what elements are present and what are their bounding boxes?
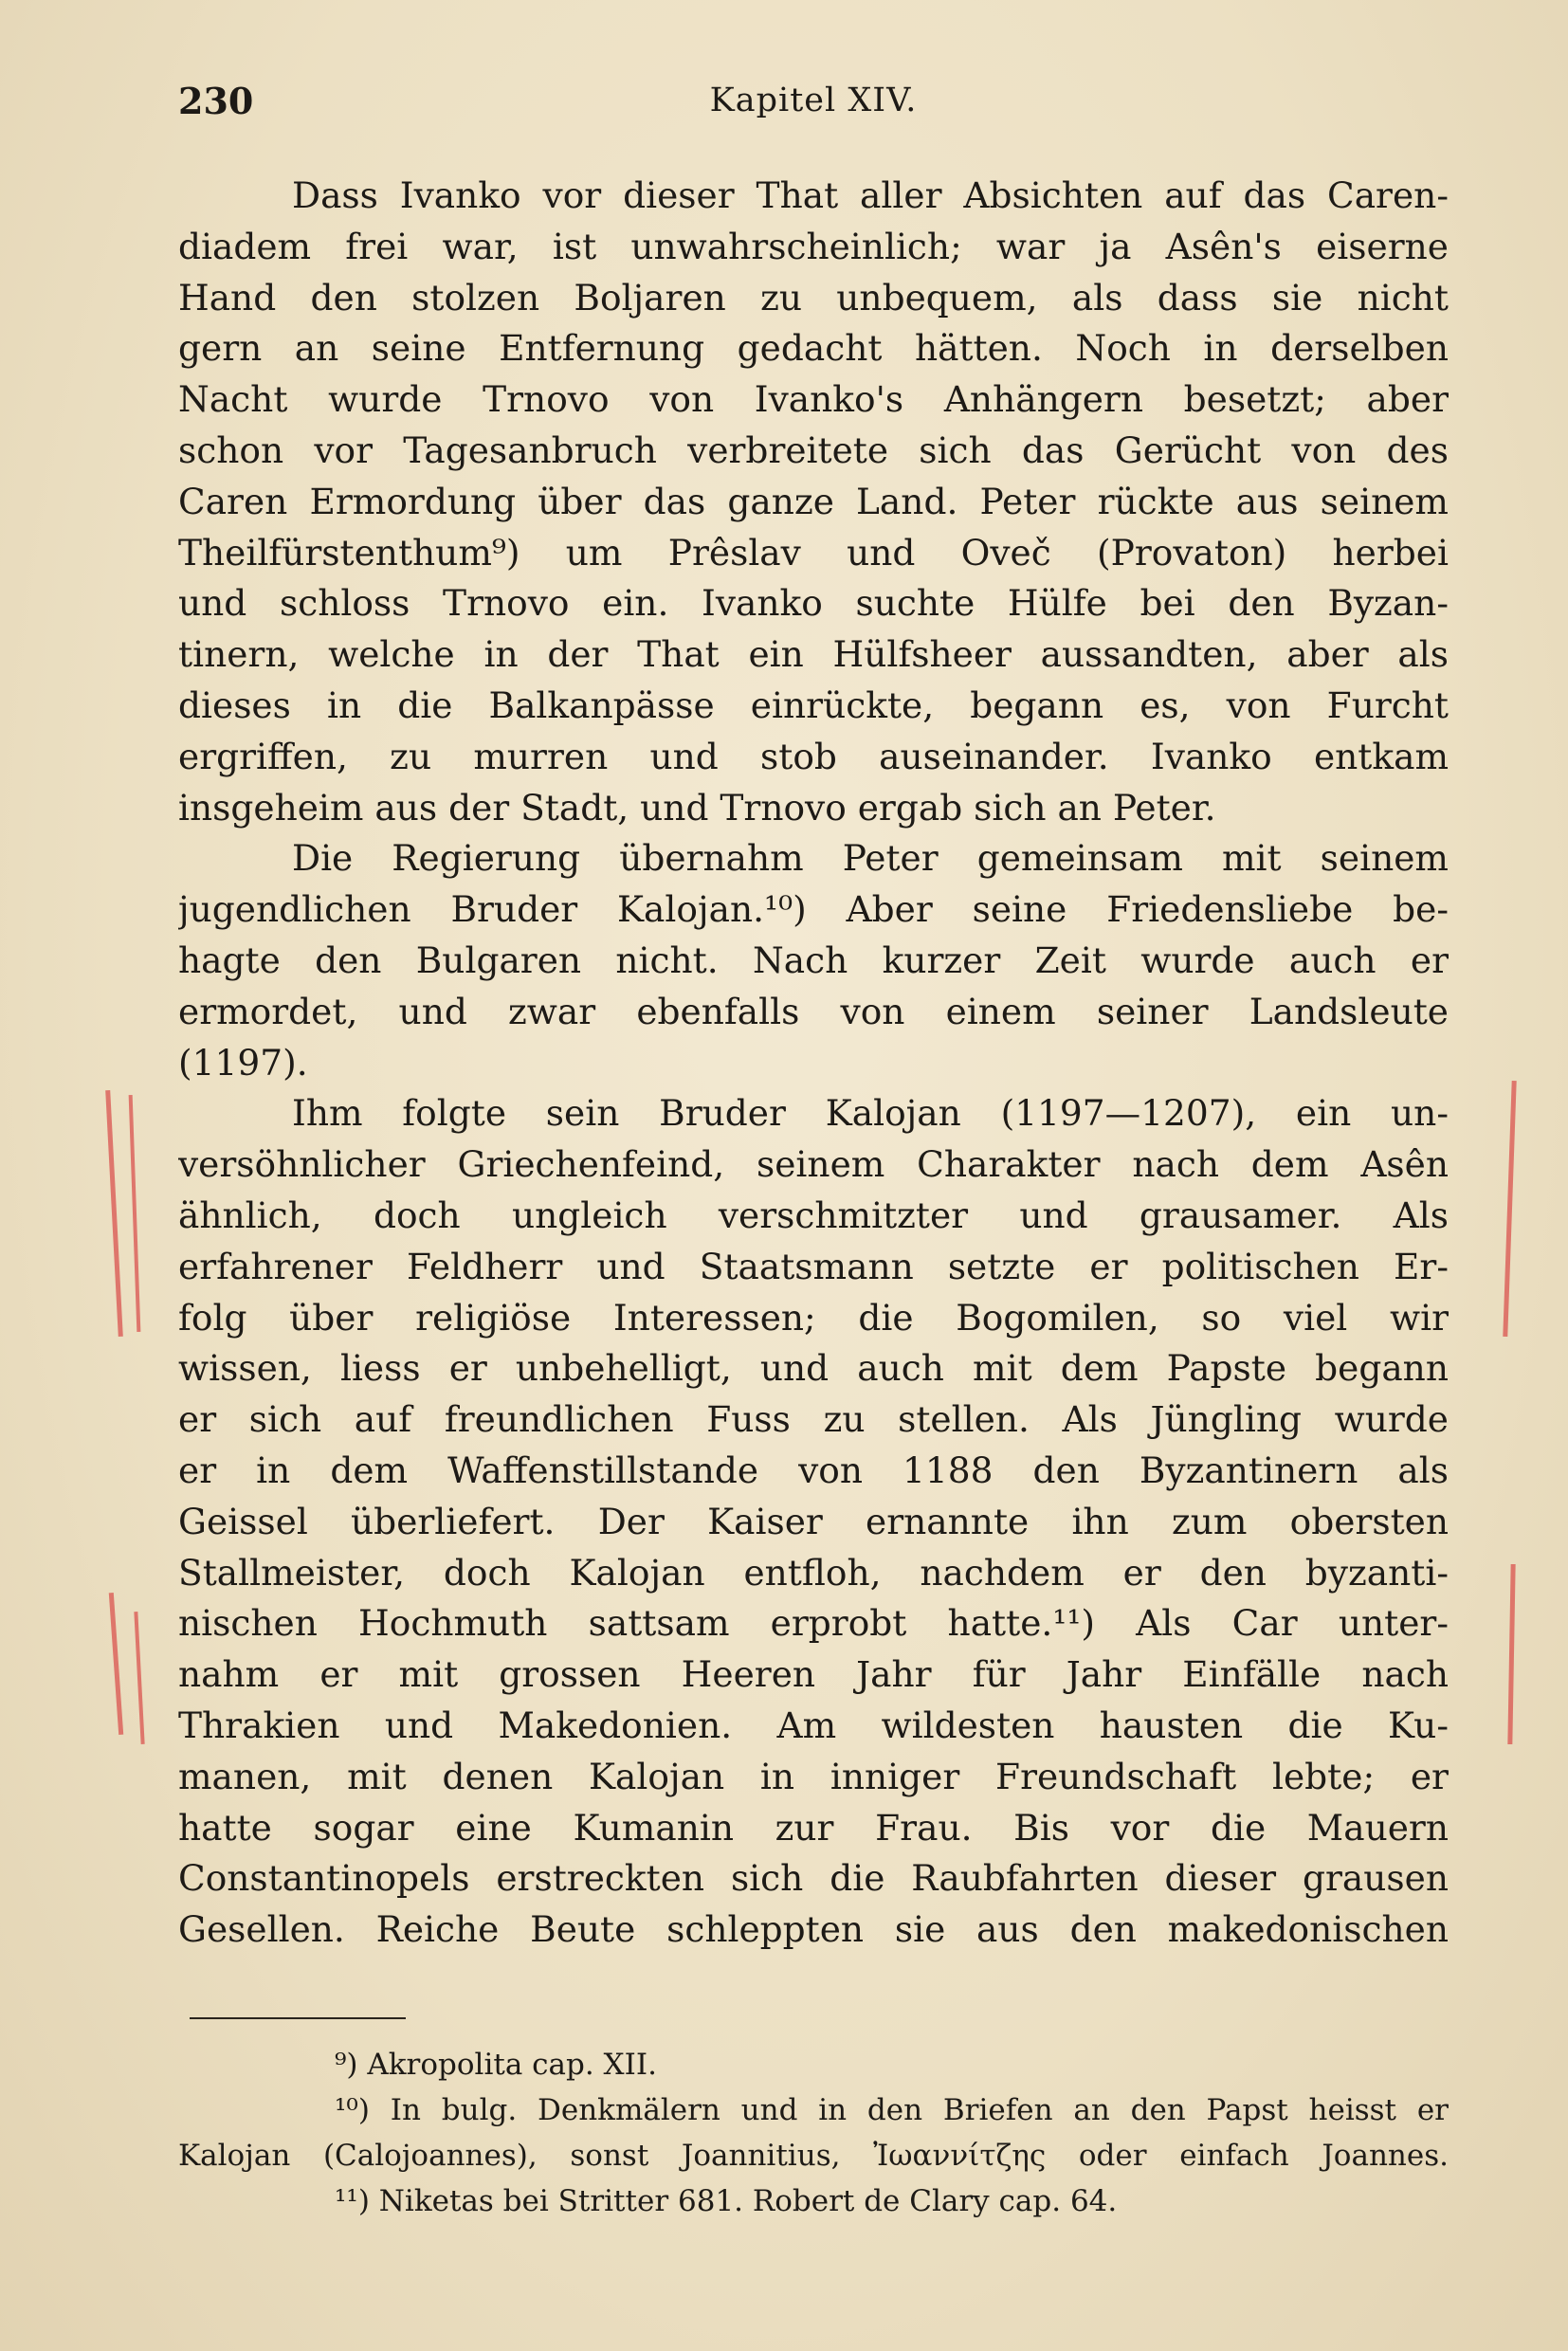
text-line: dieses in die Balkanpässe einrückte, begann es, von Furcht <box>178 683 1449 726</box>
body-text <box>178 171 1449 1956</box>
text-line: Stallmeister, doch Kalojan entfloh, nachdem er den byzanti- <box>178 1551 1449 1594</box>
text-line: Caren Ermordung über das ganze Land. Peter rückte aus seinem <box>178 480 1449 522</box>
text-line: ergriffen, zu murren und stob auseinander. Ivanko entkam <box>178 735 1449 777</box>
text-line: und schloss Trnovo ein. Ivanko suchte Hülfe bei den Byzan- <box>178 582 1449 625</box>
margin-mark <box>1507 1564 1515 1744</box>
margin-mark <box>109 1593 123 1735</box>
text-line: tinern, welche in der That ein Hülfsheer aussandten, aber als <box>178 633 1449 676</box>
text-line: hagte den Bulgaren nicht. Nach kurzer Zeit wurde auch er <box>178 939 1449 981</box>
text-line: erfahrener Feldherr und Staatsmann setzte er politischen Er- <box>178 1245 1449 1287</box>
text-line: Geissel überliefert. Der Kaiser ernannte ihn zum obersten <box>178 1500 1449 1542</box>
margin-mark <box>129 1095 141 1332</box>
text-line: insgeheim aus der Stadt, und Trnovo ergab sich an Peter. <box>178 786 1216 829</box>
text-line: ähnlich, doch ungleich verschmitzter und grausamer. Als <box>178 1194 1449 1236</box>
footnote: ⁹) Akropolita cap. XII. <box>335 2048 657 2082</box>
text-line: schon vor Tagesanbruch verbreitete sich das Gerücht von des <box>178 428 1449 471</box>
text-line: wissen, liess er unbehelligt, und auch mit dem Papste begann <box>178 1347 1449 1390</box>
paragraph <box>178 833 1449 1088</box>
text-line: Hand den stolzen Boljaren zu unbequem, als dass sie nicht <box>178 276 1449 319</box>
text-line: versöhnlicher Griechenfeind, seinem Charakter nach dem Asên <box>178 1143 1449 1186</box>
text-line: Ihm folgte sein Bruder Kalojan (1197—1207), ein un- <box>292 1092 1449 1135</box>
page-number: 230 <box>178 80 254 122</box>
text-line: Nacht wurde Trnovo von Ivanko's Anhängern besetzt; aber <box>178 378 1449 421</box>
text-line: er in dem Waffenstillstande von 1188 den Byzantinern als <box>178 1449 1449 1491</box>
text-line: er sich auf freundlichen Fuss zu stellen. Als Jüngling wurde <box>178 1398 1449 1441</box>
text-line: Constantinopels erstreckten sich die Raubfahrten dieser grausen <box>178 1857 1449 1900</box>
text-line: Die Regierung übernahm Peter gemeinsam mit seinem <box>292 837 1449 880</box>
footnote-rule <box>190 2017 406 2019</box>
margin-mark <box>105 1090 123 1337</box>
text-line: Gesellen. Reiche Beute schleppten sie aus den makedonischen <box>178 1908 1449 1951</box>
text-line: (1197). <box>178 1041 308 1084</box>
text-line: diadem frei war, ist unwahrscheinlich; war ja Asên's eiserne <box>178 225 1449 267</box>
text-line: ermordet, und zwar ebenfalls von einem seiner Landsleute <box>178 990 1449 1032</box>
footnote: ¹¹) Niketas bei Stritter 681. Robert de Clary cap. 64. <box>335 2184 1118 2218</box>
text-line: nischen Hochmuth sattsam erprobt hatte.¹¹) Als Car unter- <box>178 1602 1449 1645</box>
text-line: Thrakien und Makedonien. Am wildesten hausten die Ku- <box>178 1704 1449 1746</box>
footnotes <box>178 2042 1449 2224</box>
text-line: Dass Ivanko vor dieser That aller Absichten auf das Caren- <box>292 174 1449 216</box>
text-line: jugendlichen Bruder Kalojan.¹⁰) Aber seine Friedensliebe be- <box>178 888 1449 931</box>
running-head: Kapitel XIV. <box>709 82 918 119</box>
footnote: ¹⁰) In bulg. Denkmälern und in den Briefen an den Papst heisst er <box>335 2093 1449 2127</box>
text-line: manen, mit denen Kalojan in inniger Freundschaft lebte; er <box>178 1755 1449 1797</box>
text-line: Theilfürstenthum⁹) um Prêslav und Oveč (Provaton) herbei <box>178 531 1449 574</box>
footnote-continuation: Kalojan (Calojoannes), sonst Joannitius, Ἰωαννίτζης oder einfach Joannes. <box>178 2139 1449 2173</box>
text-line: hatte sogar eine Kumanin zur Frau. Bis vor die Mauern <box>178 1806 1449 1849</box>
text-line: nahm er mit grossen Heeren Jahr für Jahr Einfälle nach <box>178 1653 1449 1696</box>
text-line: gern an seine Entfernung gedacht hätten. Noch in derselben <box>178 327 1449 370</box>
margin-mark <box>1503 1081 1516 1337</box>
paragraph <box>178 1088 1449 1956</box>
text-line: folg über religiöse Interessen; die Bogomilen, so viel wir <box>178 1296 1449 1339</box>
page-header <box>178 80 1449 127</box>
margin-mark <box>134 1612 144 1744</box>
paragraph <box>178 171 1449 833</box>
